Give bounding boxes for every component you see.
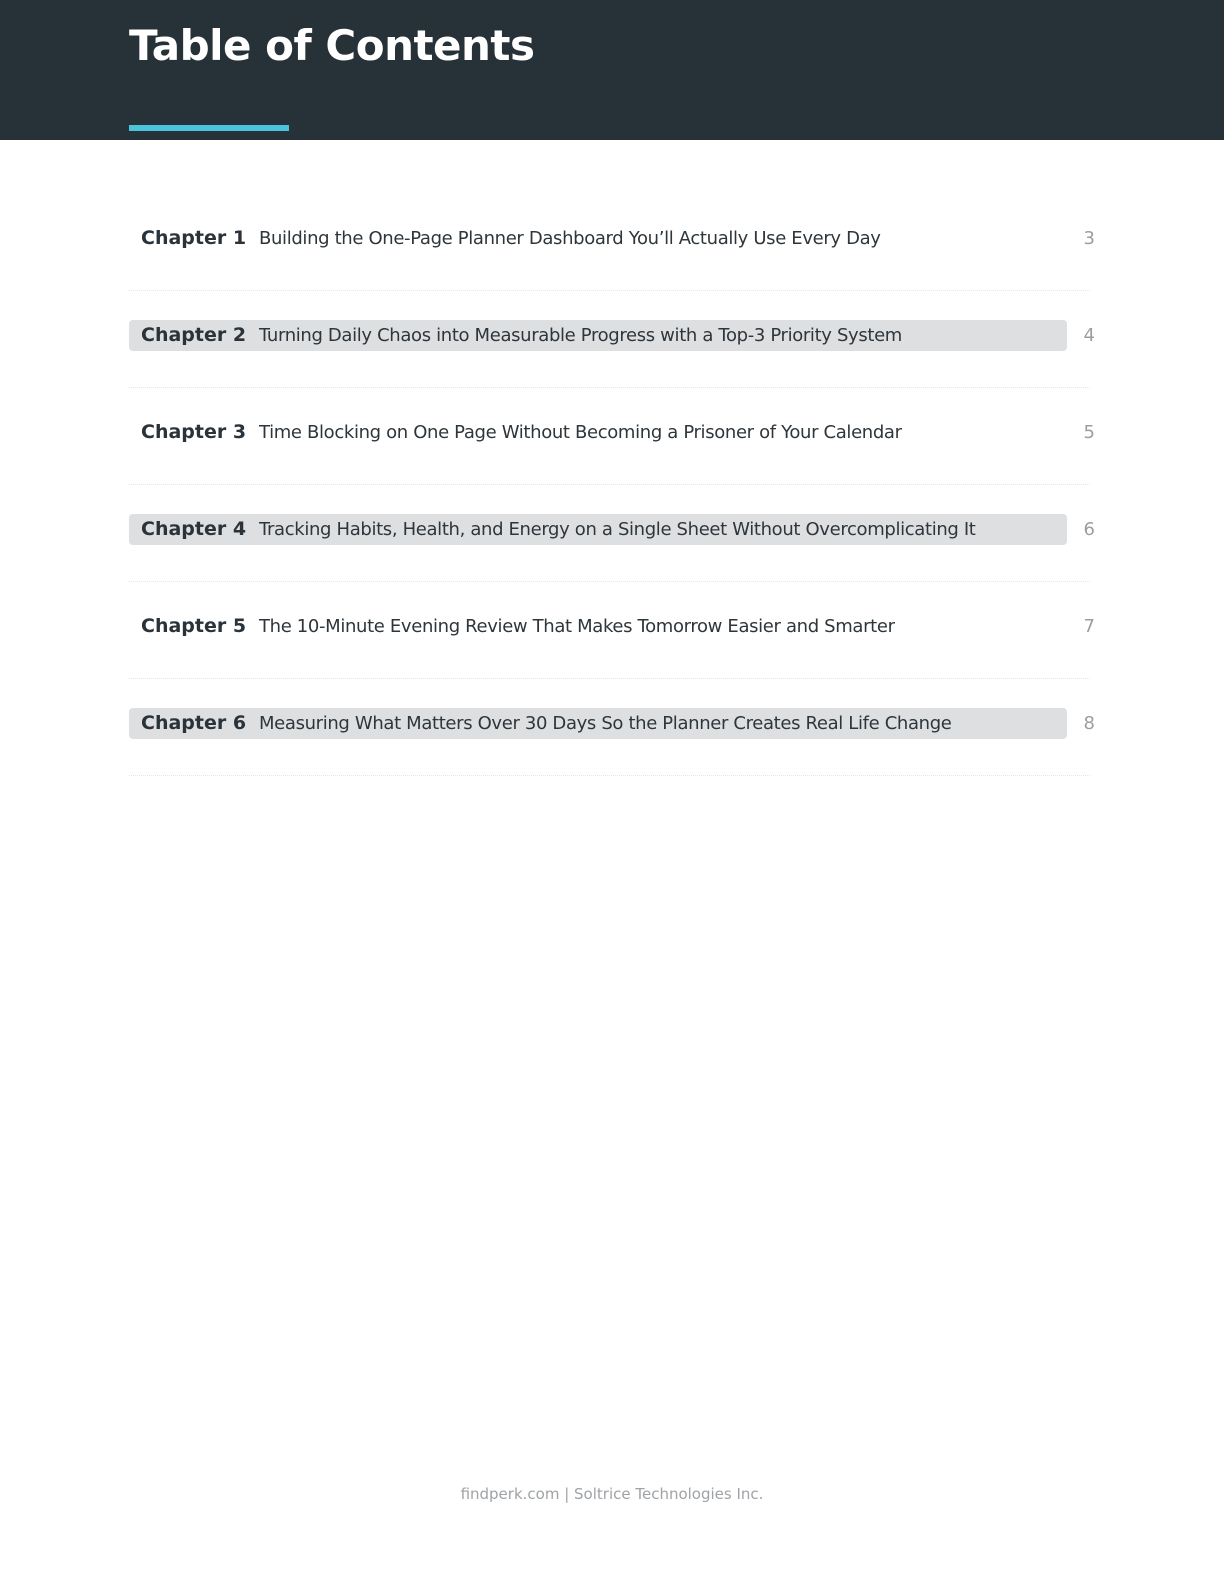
title-accent-underline [129,125,289,131]
toc-page-number: 5 [1083,422,1095,443]
toc-chapter-title: The 10-Minute Evening Review That Makes Tomorrow Easier and Smarter [259,616,895,637]
toc-chapter-label: Chapter 2 [141,324,247,346]
toc-chapter-label: Chapter 4 [141,518,247,540]
toc-chapter-title: Measuring What Matters Over 30 Days So the Planner Creates Real Life Change [259,713,952,734]
toc-chapter-title: Tracking Habits, Health, and Energy on a Single Sheet Without Overcomplicating It [259,519,976,540]
page-title: Table of Contents [129,21,535,70]
toc-entry[interactable] [129,388,1095,485]
toc-chapter-label: Chapter 5 [141,615,247,637]
table-of-contents [129,194,1095,776]
toc-entry[interactable] [129,679,1095,776]
toc-page-number: 7 [1083,616,1095,637]
toc-chapter-label: Chapter 1 [141,227,247,249]
toc-entry[interactable] [129,291,1095,388]
toc-page-number: 4 [1083,325,1095,346]
toc-page-number: 8 [1083,713,1095,734]
toc-page-number: 3 [1083,228,1095,249]
toc-chapter-title: Time Blocking on One Page Without Becoming a Prisoner of Your Calendar [259,422,902,443]
toc-entry[interactable] [129,582,1095,679]
toc-entry[interactable] [129,485,1095,582]
page-header [0,0,1224,140]
toc-chapter-title: Building the One-Page Planner Dashboard You’ll Actually Use Every Day [259,228,881,249]
toc-chapter-title: Turning Daily Chaos into Measurable Progress with a Top-3 Priority System [259,325,902,346]
toc-entry[interactable] [129,194,1095,291]
toc-chapter-label: Chapter 3 [141,421,247,443]
toc-page-number: 6 [1083,519,1095,540]
toc-chapter-label: Chapter 6 [141,712,247,734]
page-footer: findperk.com | Soltrice Technologies Inc. [460,1485,764,1503]
